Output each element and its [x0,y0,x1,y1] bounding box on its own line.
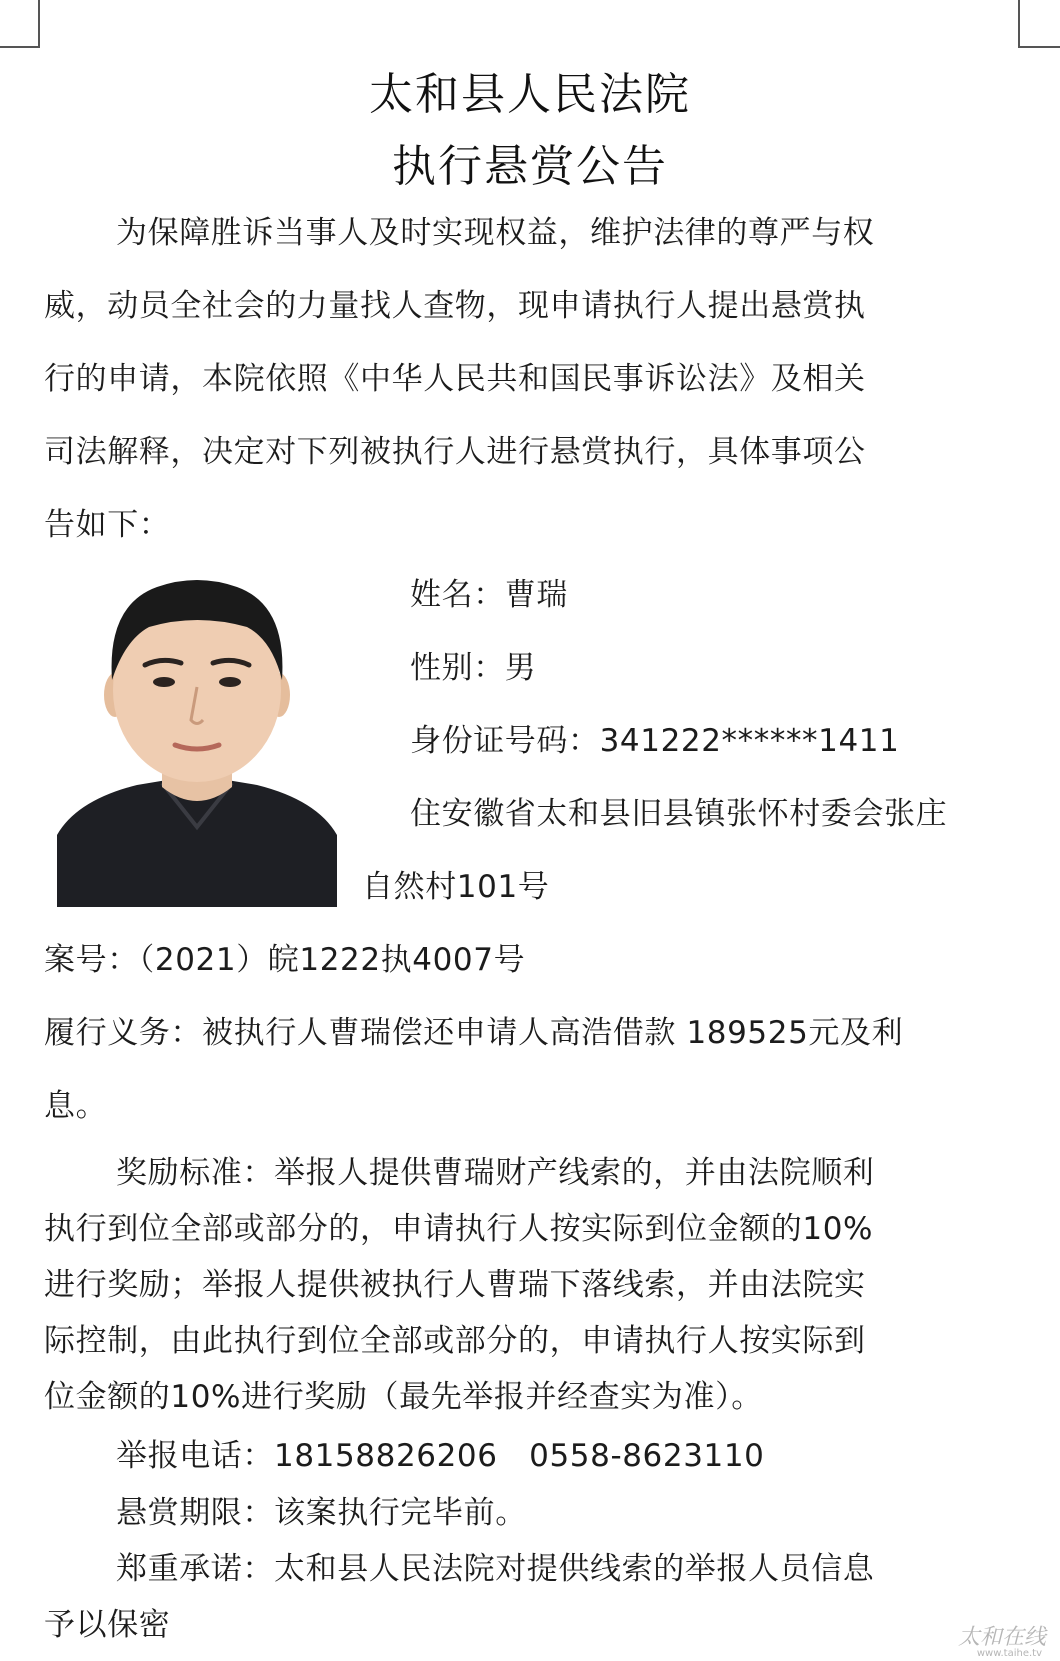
crop-mark-top-left [0,0,40,48]
reward-line: 际控制，由此执行到位全部或部分的，申请执行人按实际到 [44,1323,866,1359]
reward-line: 奖励标准：举报人提供曹瑞财产线索的，并由法院顺利 [116,1155,875,1191]
person-photo [57,565,337,907]
intro-line: 告如下： [44,507,171,543]
person-id-number: 身份证号码：341222******1411 [410,723,900,759]
confidentiality-promise-continued: 予以保密 [44,1607,171,1643]
court-name-title: 太和县人民法院 [369,69,691,120]
case-number: 案号：（2021）皖1222执4007号 [44,942,526,978]
person-address: 住安徽省太和县旧县镇张怀村委会张庄 [410,796,948,832]
site-watermark: 太和在线 [957,1625,1046,1650]
person-address-continued: 自然村101号 [362,869,550,905]
intro-line: 威，动员全社会的力量找人查物，现申请执行人提出悬赏执 [44,288,866,324]
confidentiality-promise: 郑重承诺：太和县人民法院对提供线索的举报人员信息 [116,1551,875,1587]
intro-line: 为保障胜诉当事人及时实现权益，维护法律的尊严与权 [116,215,875,251]
obligation-line: 息。 [44,1088,108,1124]
crop-mark-top-right [1018,0,1060,48]
intro-line: 行的申请，本院依照《中华人民共和国民事诉讼法》及相关 [44,361,866,397]
report-hotline: 举报电话：18158826206 0558-8623110 [116,1438,765,1474]
reward-line: 进行奖励；举报人提供被执行人曹瑞下落线索，并由法院实 [44,1267,866,1303]
site-watermark-url: www.taihe.tv [976,1648,1042,1659]
intro-line: 司法解释，决定对下列被执行人进行悬赏执行，具体事项公 [44,434,866,470]
person-gender: 性别：男 [410,650,537,686]
person-name: 姓名：曹瑞 [410,577,568,613]
reward-period: 悬赏期限：该案执行完毕前。 [116,1495,527,1531]
notice-title: 执行悬赏公告 [392,141,668,192]
obligation-line: 履行义务：被执行人曹瑞偿还申请人高浩借款 189525元及利 [44,1015,904,1051]
reward-line: 位金额的10%进行奖励（最先举报并经查实为准）。 [44,1379,763,1415]
reward-line: 执行到位全部或部分的，申请执行人按实际到位金额的10% [44,1211,874,1247]
